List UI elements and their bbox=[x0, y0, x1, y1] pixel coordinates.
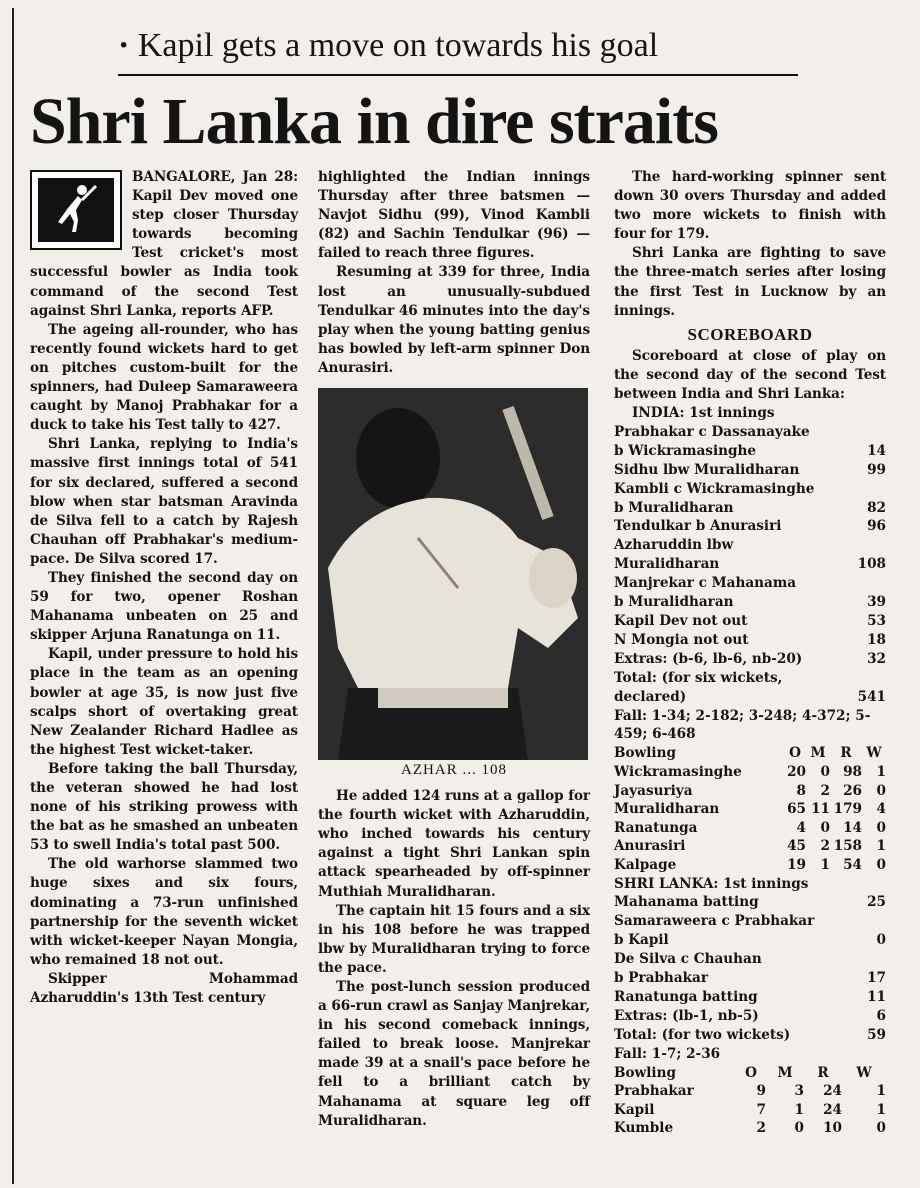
scoreboard-row-text: Total: (for two wickets) bbox=[614, 1026, 791, 1043]
scoreboard-row bbox=[614, 650, 886, 669]
scoreboard-row-runs: 39 bbox=[867, 594, 886, 611]
bowling-cell: 4 bbox=[796, 819, 806, 836]
scoreboard-row-runs: 6 bbox=[876, 1007, 886, 1024]
scoreboard-row bbox=[614, 499, 886, 518]
scoreboard-row bbox=[614, 669, 886, 688]
scoreboard-row-runs: 99 bbox=[867, 461, 886, 478]
scoreboard-row-text: Total: (for six wickets, bbox=[614, 669, 783, 686]
paragraph: The captain hit 15 fours and a six in his 108 before he was trapped lbw by Muralidharan trying to force the pace. bbox=[318, 902, 590, 976]
bowling-cell: 1 bbox=[794, 1101, 804, 1118]
column-rule bbox=[12, 8, 14, 1184]
bowling-cell: 11 bbox=[811, 801, 830, 818]
dateline-paragraph: BANGALORE, Jan 28: Kapil Dev moved one step closer Thursday towards becoming Test cricket's most successful bowler as India took command of the second Test against Shri Lanka, reports AFP. bbox=[30, 169, 298, 319]
bowling-cell: 0 bbox=[876, 1120, 886, 1137]
scoreboard-row bbox=[614, 461, 886, 480]
bowling-cell: 7 bbox=[756, 1101, 766, 1118]
scoreboard-row-runs: 17 bbox=[867, 970, 886, 987]
paragraph: Resuming at 339 for three, India lost an unusually-subdued Tendulkar 46 minutes into the day's play when the young batting genius has bowled by left-arm spinner Don Anurasiri. bbox=[318, 264, 590, 376]
bowling-header-cell: M bbox=[777, 1064, 793, 1081]
scoreboard-row-text: Kapil Dev not out bbox=[614, 613, 748, 629]
scoreboard-row-text: Azharuddin lbw bbox=[614, 537, 734, 554]
bowling-cell: Muralidharan bbox=[614, 801, 720, 818]
paragraph: The hard-working spinner sent down 30 overs Thursday and added two more wickets to finish with four for 179. bbox=[614, 169, 886, 243]
kicker-text: Kapil gets a move on towards his goal bbox=[137, 27, 659, 64]
scoreboard-row-text: Tendulkar b Anurasiri bbox=[614, 518, 782, 535]
bowling-cell: 1 bbox=[820, 856, 830, 873]
scoreboard-row bbox=[614, 423, 886, 442]
paragraph: He added 124 runs at a gallop for the fourth wicket with Azharuddin, who inched towards his century against a tight Shri Lankan spin attack spearheaded by off-spinner Muthiah Muralidharan. bbox=[318, 788, 590, 900]
bowling-cell: 0 bbox=[876, 856, 886, 873]
bowling-header-cell: M bbox=[810, 745, 826, 762]
scoreboard-row-runs: 541 bbox=[857, 688, 886, 705]
bowling-cell: 8 bbox=[796, 782, 806, 799]
scoreboard-row-runs: 59 bbox=[867, 1026, 886, 1043]
bowling-cell: Kumble bbox=[614, 1120, 674, 1137]
paragraph: The old warhorse slammed two huge sixes and six fours, dominating a 73-run unfinished partnership for the seventh wicket with wicket-keeper Nayan Mongia, who remained 18 not out. bbox=[30, 856, 298, 968]
bowling-cell: 0 bbox=[820, 819, 830, 836]
bowling-cell: 0 bbox=[794, 1120, 804, 1137]
scoreboard-row bbox=[614, 517, 886, 536]
photo-caption: AZHAR ... 108 bbox=[401, 762, 507, 779]
article-column-2 bbox=[318, 168, 590, 1131]
bowling-cell: Prabhakar bbox=[614, 1083, 694, 1100]
scoreboard-row bbox=[614, 893, 886, 912]
bowling-header-cell: O bbox=[745, 1064, 757, 1081]
bowling-cell: 98 bbox=[843, 763, 862, 780]
scoreboard-row-text: Ranatunga batting bbox=[614, 988, 758, 1005]
scoreboard-row-runs: 25 bbox=[867, 894, 886, 911]
azhar-photo bbox=[318, 388, 588, 760]
india-innings-heading: INDIA: 1st innings bbox=[632, 405, 775, 422]
bowling-cell: Kapil bbox=[614, 1101, 655, 1118]
scoreboard-row-text: b Wickramasinghe bbox=[614, 442, 757, 459]
bowling-cell: 1 bbox=[876, 1101, 886, 1118]
bowling-header-cell: R bbox=[817, 1064, 829, 1081]
shri-lanka-bowling-table bbox=[614, 1064, 886, 1138]
scoreboard-row-text: Prabhakar c Dassanayake bbox=[614, 423, 810, 440]
scoreboard-row-runs: 82 bbox=[867, 499, 886, 516]
scoreboard-row bbox=[614, 612, 886, 631]
shri-lanka-fall-of-wickets: Fall: 1-7; 2-36 bbox=[614, 1045, 721, 1062]
scoreboard-row-runs: 14 bbox=[867, 442, 886, 459]
scoreboard-row-text: Extras: (lb-1, nb-5) bbox=[614, 1007, 759, 1024]
scoreboard-row-runs: 18 bbox=[867, 631, 886, 648]
bowling-cell: 1 bbox=[876, 1083, 886, 1100]
scoreboard-row bbox=[614, 536, 886, 555]
paragraph: Shri Lanka are fighting to save the three-match series after losing the first Test in Lucknow by an innings. bbox=[614, 245, 886, 319]
scoreboard-row-text: declared) bbox=[614, 688, 687, 705]
kicker-underline bbox=[118, 74, 798, 76]
paragraph: highlighted the Indian innings Thursday after three batsmen — Navjot Sidhu (99), Vinod Kambli (82) and Sachin Tendulkar (96) — failed to reach three figures. bbox=[318, 169, 590, 262]
india-bowling-table bbox=[614, 744, 886, 874]
scoreboard-row bbox=[614, 988, 886, 1007]
bowling-cell: 0 bbox=[820, 763, 830, 780]
scoreboard-row-runs: 108 bbox=[857, 556, 886, 573]
article-column-3 bbox=[614, 168, 886, 1138]
paragraph: Before taking the ball Thursday, the veteran showed he had lost none of his striking prowess with the bat as he smashed an unbeaten 53 to swell India's total past 500. bbox=[30, 760, 298, 854]
scoreboard-row bbox=[614, 442, 886, 461]
scoreboard-row-text: N Mongia not out bbox=[614, 631, 749, 648]
scoreboard-row-text: Sidhu lbw Muralidharan bbox=[614, 461, 800, 478]
india-fall-of-wickets: Fall: 1-34; 2-182; 3-248; 4-372; 5-459; 6-468 bbox=[614, 707, 871, 743]
bowling-cell: 10 bbox=[823, 1120, 842, 1137]
scoreboard-row-text: b Muralidharan bbox=[614, 594, 734, 611]
scoreboard-title: SCOREBOARD bbox=[687, 324, 813, 344]
scoreboard-row bbox=[614, 950, 886, 969]
scoreboard-row-text: De Silva c Chauhan bbox=[614, 951, 762, 968]
scoreboard-row bbox=[614, 574, 886, 593]
bowling-header-cell: O bbox=[789, 745, 801, 762]
bowling-cell: 4 bbox=[876, 801, 886, 818]
bowling-cell: 158 bbox=[833, 838, 862, 855]
scoreboard-row bbox=[614, 688, 886, 707]
bowling-cell: 179 bbox=[833, 801, 862, 818]
bowling-cell: 0 bbox=[876, 782, 886, 799]
paragraph: Kapil, under pressure to hold his place in the team as an opening bowler at age 35, is now just five scalps short of overtaking great New Zealander Richard Hadlee as the highest Test wicket-taker. bbox=[30, 646, 298, 758]
scoreboard-row-text: b Kapil bbox=[614, 932, 669, 949]
scoreboard-row-text: Kambli c Wickramasinghe bbox=[614, 480, 815, 497]
bowling-cell: Kalpage bbox=[614, 856, 677, 873]
bowling-cell: 24 bbox=[823, 1101, 842, 1118]
bowling-header-cell: Bowling bbox=[614, 745, 676, 762]
scoreboard-row-runs: 53 bbox=[867, 613, 886, 629]
bowling-header-cell: Bowling bbox=[614, 1064, 676, 1081]
india-batting-list bbox=[614, 423, 886, 707]
shri-lanka-innings-heading: SHRI LANKA: 1st innings bbox=[614, 875, 809, 892]
scoreboard-row bbox=[614, 969, 886, 988]
paragraph: Skipper Mohammad Azharuddin's 13th Test century bbox=[30, 970, 298, 1007]
shri-lanka-batting-list bbox=[614, 893, 886, 1044]
scoreboard-row-text: b Prabhakar bbox=[614, 970, 709, 987]
paragraph: The post-lunch session produced a 66-run crawl as Sanjay Manjrekar, in his second comeback innings, failed to break loose. Manjrekar made 39 at a snail's pace before he fell to a brilliant catch by Mahanama at square leg off Muralidharan. bbox=[318, 978, 590, 1129]
paragraph: Shri Lanka, replying to India's massive first innings total of 541 for six declared, suffered a second blow when star batsman Aravinda de Silva fell to a catch by Rajesh Chauhan off Prabhakar's medium-pace. De Silva scored 17. bbox=[30, 436, 298, 567]
bowling-cell: 3 bbox=[794, 1083, 804, 1100]
bowling-cell: 20 bbox=[787, 763, 806, 780]
scoreboard-row bbox=[614, 1007, 886, 1026]
scoreboard-row bbox=[614, 593, 886, 612]
paragraph: They finished the second day on 59 for two, opener Roshan Mahanama unbeaten on 25 and skipper Arjuna Ranatunga on 11. bbox=[30, 569, 298, 644]
bowling-cell: 45 bbox=[787, 838, 806, 855]
scoreboard-row-text: Mahanama batting bbox=[614, 894, 759, 911]
scoreboard-row-text: Muralidharan bbox=[614, 556, 720, 573]
bowling-cell: 26 bbox=[843, 782, 862, 799]
scoreboard-row-runs: 96 bbox=[867, 518, 886, 535]
bowling-cell: 2 bbox=[756, 1120, 766, 1137]
bowling-cell: 54 bbox=[843, 856, 862, 873]
scoreboard-row bbox=[614, 480, 886, 499]
scoreboard-row bbox=[614, 931, 886, 950]
bowling-cell: 24 bbox=[823, 1083, 842, 1100]
scoreboard-row-text: b Muralidharan bbox=[614, 499, 734, 516]
kicker-headline: · Kapil gets a move on towards his goal bbox=[118, 27, 659, 64]
bowling-cell: Wickramasinghe bbox=[614, 763, 742, 780]
bowling-cell: 2 bbox=[820, 782, 830, 799]
bowling-cell: Ranatunga bbox=[614, 819, 698, 836]
bowling-cell: 0 bbox=[876, 819, 886, 836]
scoreboard-intro: Scoreboard at close of play on the second day of the second Test between India and Shri Lanka: bbox=[614, 347, 886, 402]
bowling-header-cell: W bbox=[856, 1064, 872, 1081]
scoreboard-row bbox=[614, 1026, 886, 1045]
bowling-cell: 19 bbox=[787, 856, 806, 873]
scoreboard-row-text: Samaraweera c Prabhakar bbox=[614, 913, 815, 930]
bowling-cell: 65 bbox=[787, 801, 806, 818]
paragraph: The ageing all-rounder, who has recently found wickets hard to get on pitches custom-built for the spinners, had Duleep Samaraweera caught by Manoj Prabhakar for a duck to take his Test tally to 427. bbox=[30, 321, 298, 434]
scoreboard-row-text: Manjrekar c Mahanama bbox=[614, 575, 797, 592]
article-column-1 bbox=[30, 168, 298, 1008]
scoreboard-row-runs: 0 bbox=[876, 932, 886, 949]
bowling-header-cell: W bbox=[866, 745, 882, 762]
bowling-cell: Jayasuriya bbox=[614, 782, 693, 799]
bowling-cell: 9 bbox=[756, 1083, 766, 1100]
scoreboard-row bbox=[614, 912, 886, 931]
scoreboard-row-runs: 32 bbox=[867, 650, 886, 667]
bowling-cell: 1 bbox=[876, 838, 886, 855]
scoreboard-row bbox=[614, 555, 886, 574]
bowling-cell: Anurasiri bbox=[614, 838, 686, 855]
scoreboard-row-runs: 11 bbox=[867, 988, 886, 1005]
scoreboard-row-text: Extras: (b-6, lb-6, nb-20) bbox=[614, 650, 803, 667]
bowling-cell: 2 bbox=[820, 838, 830, 855]
scoreboard-row bbox=[614, 631, 886, 650]
cricket-logo-icon bbox=[30, 170, 122, 250]
bowling-cell: 1 bbox=[876, 763, 886, 780]
main-headline: Shri Lanka in dire straits bbox=[30, 85, 718, 158]
bowling-header-cell: R bbox=[840, 745, 852, 762]
bowling-cell: 14 bbox=[843, 819, 862, 836]
